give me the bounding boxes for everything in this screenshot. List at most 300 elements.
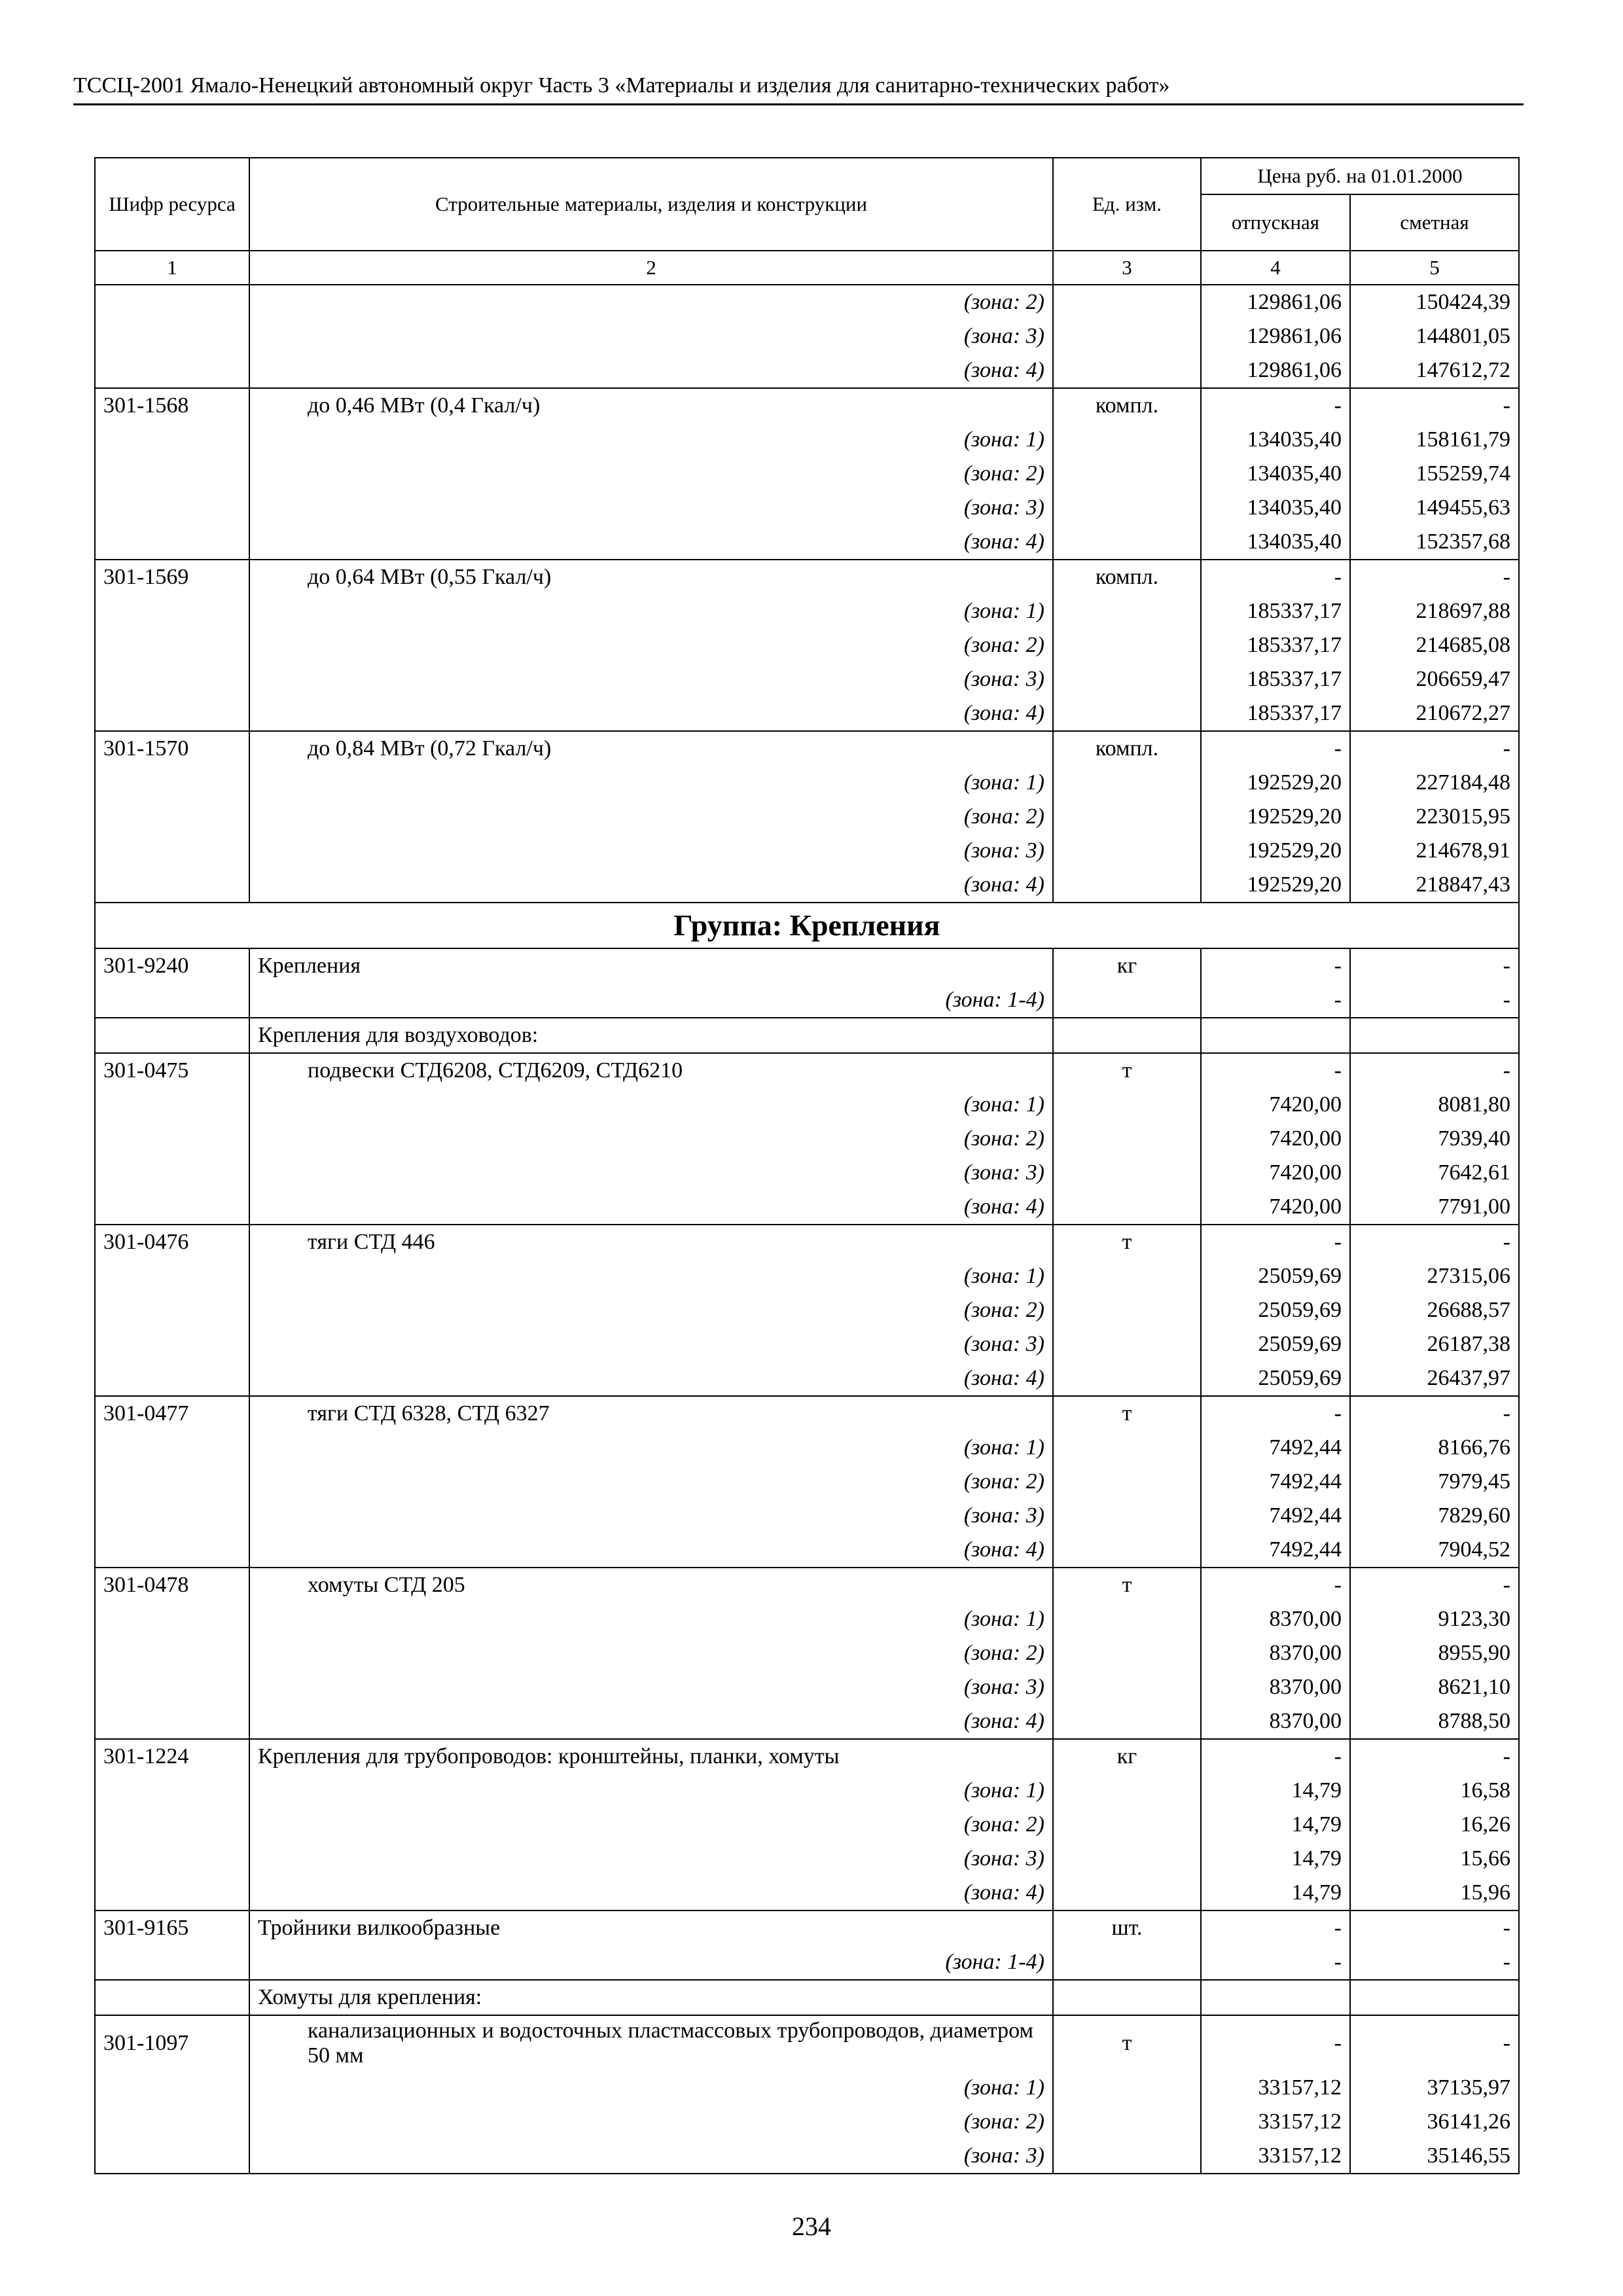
- cell-name: тяги СТД 446: [249, 1225, 1053, 1259]
- zone-label: (зона: 1): [249, 1088, 1053, 1122]
- cell-unit: [1053, 353, 1201, 388]
- table-row: [95, 1568, 1519, 1602]
- zone-row: [95, 491, 1519, 525]
- cell-code: 301-0477: [95, 1396, 249, 1431]
- table-row: [95, 388, 1519, 423]
- cell-estimate-price: 7904,52: [1350, 1533, 1519, 1568]
- cell-code: 301-0476: [95, 1225, 249, 1259]
- cell-release-price: -: [1201, 560, 1350, 594]
- zone-label: (зона: 3): [249, 1499, 1053, 1533]
- table-body: [95, 285, 1519, 2174]
- zone-row: [95, 285, 1519, 319]
- col-header-release: отпускная: [1201, 194, 1350, 251]
- cell-estimate-price: 26187,38: [1350, 1327, 1519, 1361]
- cell-estimate-price: 214678,91: [1350, 834, 1519, 868]
- cell-unit: [1053, 285, 1201, 319]
- cell-release-price: -: [1201, 2015, 1350, 2071]
- zone-row: [95, 457, 1519, 491]
- cell-code: 301-1224: [95, 1739, 249, 1774]
- zone-label: (зона: 1): [249, 423, 1053, 457]
- cell-unit: компл.: [1053, 560, 1201, 594]
- cell-unit: [1053, 1190, 1201, 1225]
- cell-estimate-price: 144801,05: [1350, 319, 1519, 353]
- zone-label: (зона: 3): [249, 1327, 1053, 1361]
- zone-row: [95, 1945, 1519, 1980]
- zone-row: [95, 1259, 1519, 1293]
- zone-label: (зона: 2): [249, 1808, 1053, 1842]
- cell-unit: [1053, 1293, 1201, 1327]
- cell-estimate-price: 16,58: [1350, 1774, 1519, 1808]
- cell-release-price: -: [1201, 948, 1350, 983]
- cell-code: [95, 423, 249, 457]
- zone-row: [95, 800, 1519, 834]
- zone-label: (зона: 2): [249, 285, 1053, 319]
- cell-name: до 0,46 МВт (0,4 Гкал/ч): [249, 388, 1053, 423]
- page-number: 234: [792, 2212, 831, 2241]
- cell-unit: [1053, 1156, 1201, 1190]
- cell-release-price: 7420,00: [1201, 1156, 1350, 1190]
- cell-release-price: 25059,69: [1201, 1327, 1350, 1361]
- zone-row: [95, 2139, 1519, 2174]
- cell-code: [95, 1980, 249, 2015]
- cell-code: [95, 1670, 249, 1704]
- zone-row: [95, 525, 1519, 560]
- cell-unit: [1053, 1327, 1201, 1361]
- zone-row: [95, 1122, 1519, 1156]
- cell-release-price: 129861,06: [1201, 353, 1350, 388]
- zone-label: (зона: 2): [249, 1293, 1053, 1327]
- cell-code: [95, 1602, 249, 1636]
- cell-code: [95, 594, 249, 628]
- zone-row: [95, 2105, 1519, 2139]
- cell-unit: [1053, 1533, 1201, 1568]
- zone-row: [95, 628, 1519, 662]
- cell-release-price: 8370,00: [1201, 1602, 1350, 1636]
- cell-estimate-price: -: [1350, 983, 1519, 1018]
- col-number: 4: [1201, 251, 1350, 285]
- cell-code: [95, 2139, 249, 2174]
- cell-release-price: -: [1201, 1053, 1350, 1088]
- cell-unit: [1053, 662, 1201, 696]
- cell-estimate-price: 206659,47: [1350, 662, 1519, 696]
- cell-code: 301-1097: [95, 2015, 249, 2071]
- cell-code: [95, 1876, 249, 1910]
- cell-release-price: [1201, 1980, 1350, 2015]
- cell-unit: кг: [1053, 1739, 1201, 1774]
- zone-label: (зона: 3): [249, 662, 1053, 696]
- zone-label: (зона: 4): [249, 1190, 1053, 1225]
- cell-estimate-price: 158161,79: [1350, 423, 1519, 457]
- cell-release-price: 8370,00: [1201, 1636, 1350, 1670]
- zone-row: [95, 1431, 1519, 1465]
- cell-code: [95, 2071, 249, 2105]
- cell-unit: [1053, 696, 1201, 731]
- zone-label: (зона: 3): [249, 1842, 1053, 1876]
- cell-release-price: 25059,69: [1201, 1293, 1350, 1327]
- col-number: 2: [249, 251, 1053, 285]
- cell-unit: [1053, 457, 1201, 491]
- cell-estimate-price: 26688,57: [1350, 1293, 1519, 1327]
- cell-release-price: 134035,40: [1201, 525, 1350, 560]
- cell-unit: [1053, 1431, 1201, 1465]
- cell-estimate-price: -: [1350, 1225, 1519, 1259]
- cell-code: [95, 1704, 249, 1739]
- cell-release-price: 192529,20: [1201, 800, 1350, 834]
- zone-label: (зона: 2): [249, 2105, 1053, 2139]
- zone-label: (зона: 1-4): [249, 983, 1053, 1018]
- zone-label: (зона: 1): [249, 2071, 1053, 2105]
- cell-code: [95, 1842, 249, 1876]
- cell-code: [95, 1156, 249, 1190]
- zone-row: [95, 594, 1519, 628]
- cell-estimate-price: [1350, 1018, 1519, 1053]
- cell-unit: [1053, 1945, 1201, 1980]
- cell-code: [95, 800, 249, 834]
- cell-release-price: 7492,44: [1201, 1431, 1350, 1465]
- cell-unit: [1053, 594, 1201, 628]
- zone-row: [95, 1088, 1519, 1122]
- cell-estimate-price: 218697,88: [1350, 594, 1519, 628]
- cell-estimate-price: 7791,00: [1350, 1190, 1519, 1225]
- section-title: Крепления для воздуховодов:: [249, 1018, 1053, 1053]
- zone-row: [95, 1499, 1519, 1533]
- zone-row: [95, 696, 1519, 731]
- cell-release-price: 25059,69: [1201, 1259, 1350, 1293]
- cell-code: [95, 983, 249, 1018]
- cell-release-price: -: [1201, 1225, 1350, 1259]
- zone-label: (зона: 2): [249, 1636, 1053, 1670]
- cell-unit: [1053, 1636, 1201, 1670]
- table-row: [95, 1739, 1519, 1774]
- section-row: [95, 1980, 1519, 2015]
- cell-unit: компл.: [1053, 731, 1201, 766]
- zone-label: (зона: 3): [249, 1670, 1053, 1704]
- cell-code: [95, 353, 249, 388]
- cell-estimate-price: 223015,95: [1350, 800, 1519, 834]
- zone-label: (зона: 2): [249, 1465, 1053, 1499]
- zone-label: (зона: 4): [249, 1533, 1053, 1568]
- cell-code: [95, 1259, 249, 1293]
- cell-estimate-price: 8788,50: [1350, 1704, 1519, 1739]
- table-row: [95, 1053, 1519, 1088]
- cell-release-price: -: [1201, 1739, 1350, 1774]
- cell-unit: [1053, 319, 1201, 353]
- col-header-name: Строительные материалы, изделия и конструкции: [249, 158, 1053, 251]
- cell-unit: т: [1053, 2015, 1201, 2071]
- cell-code: [95, 457, 249, 491]
- cell-estimate-price: 214685,08: [1350, 628, 1519, 662]
- cell-release-price: 8370,00: [1201, 1670, 1350, 1704]
- section-row: [95, 1018, 1519, 1053]
- cell-estimate-price: [1350, 1980, 1519, 2015]
- cell-unit: [1053, 1774, 1201, 1808]
- cell-unit: т: [1053, 1225, 1201, 1259]
- cell-estimate-price: 227184,48: [1350, 766, 1519, 800]
- cell-estimate-price: 35146,55: [1350, 2139, 1519, 2174]
- cell-release-price: 185337,17: [1201, 696, 1350, 731]
- cell-release-price: 33157,12: [1201, 2071, 1350, 2105]
- zone-label: (зона: 4): [249, 525, 1053, 560]
- cell-name: подвески СТД6208, СТД6209, СТД6210: [249, 1053, 1053, 1088]
- cell-estimate-price: 218847,43: [1350, 868, 1519, 903]
- cell-code: [95, 1636, 249, 1670]
- cell-release-price: 134035,40: [1201, 423, 1350, 457]
- cell-release-price: -: [1201, 983, 1350, 1018]
- table-row: [95, 1396, 1519, 1431]
- zone-label: (зона: 3): [249, 491, 1053, 525]
- cell-code: [95, 1533, 249, 1568]
- col-header-price: Цена руб. на 01.01.2000: [1201, 158, 1519, 194]
- group-title: Группа: Крепления: [95, 903, 1519, 948]
- cell-estimate-price: 150424,39: [1350, 285, 1519, 319]
- cell-unit: [1053, 1842, 1201, 1876]
- cell-estimate-price: 152357,68: [1350, 525, 1519, 560]
- cell-unit: [1053, 1088, 1201, 1122]
- zone-row: [95, 1808, 1519, 1842]
- zone-row: [95, 1327, 1519, 1361]
- cell-code: 301-9240: [95, 948, 249, 983]
- cell-code: [95, 1945, 249, 1980]
- cell-code: [95, 285, 249, 319]
- cell-unit: т: [1053, 1053, 1201, 1088]
- cell-code: [95, 2105, 249, 2139]
- zone-label: (зона: 1): [249, 594, 1053, 628]
- cell-code: 301-0475: [95, 1053, 249, 1088]
- cell-code: [95, 834, 249, 868]
- cell-estimate-price: 149455,63: [1350, 491, 1519, 525]
- cell-code: 301-1569: [95, 560, 249, 594]
- table-row: [95, 731, 1519, 766]
- cell-estimate-price: 16,26: [1350, 1808, 1519, 1842]
- zone-label: (зона: 4): [249, 1704, 1053, 1739]
- cell-unit: т: [1053, 1396, 1201, 1431]
- group-row: [95, 903, 1519, 948]
- cell-estimate-price: 147612,72: [1350, 353, 1519, 388]
- zone-row: [95, 1533, 1519, 1568]
- cell-unit: [1053, 1259, 1201, 1293]
- cell-release-price: 7420,00: [1201, 1122, 1350, 1156]
- zone-row: [95, 2071, 1519, 2105]
- zone-row: [95, 1842, 1519, 1876]
- zone-row: [95, 1465, 1519, 1499]
- cell-release-price: 33157,12: [1201, 2105, 1350, 2139]
- zone-row: [95, 868, 1519, 903]
- section-title: Хомуты для крепления:: [249, 1980, 1053, 2015]
- cell-code: [95, 1018, 249, 1053]
- cell-release-price: [1201, 1018, 1350, 1053]
- cell-code: [95, 696, 249, 731]
- cell-release-price: 192529,20: [1201, 868, 1350, 903]
- cell-estimate-price: -: [1350, 1568, 1519, 1602]
- cell-unit: кг: [1053, 948, 1201, 983]
- cell-estimate-price: 8955,90: [1350, 1636, 1519, 1670]
- cell-estimate-price: 7939,40: [1350, 1122, 1519, 1156]
- cell-code: [95, 1499, 249, 1533]
- col-number: 1: [95, 251, 249, 285]
- cell-code: [95, 766, 249, 800]
- cell-estimate-price: 9123,30: [1350, 1602, 1519, 1636]
- price-table: [94, 157, 1520, 2174]
- cell-unit: [1053, 1876, 1201, 1910]
- cell-code: [95, 491, 249, 525]
- cell-estimate-price: 15,66: [1350, 1842, 1519, 1876]
- cell-code: [95, 1122, 249, 1156]
- cell-release-price: -: [1201, 1396, 1350, 1431]
- table-row: [95, 948, 1519, 983]
- cell-unit: [1053, 1018, 1201, 1053]
- cell-unit: [1053, 2105, 1201, 2139]
- cell-unit: [1053, 1122, 1201, 1156]
- cell-estimate-price: -: [1350, 1910, 1519, 1945]
- cell-release-price: 33157,12: [1201, 2139, 1350, 2174]
- cell-unit: [1053, 2139, 1201, 2174]
- zone-label: (зона: 2): [249, 800, 1053, 834]
- zone-label: (зона: 3): [249, 319, 1053, 353]
- cell-code: 301-0478: [95, 1568, 249, 1602]
- zone-label: (зона: 3): [249, 2139, 1053, 2174]
- cell-code: [95, 1431, 249, 1465]
- cell-release-price: 185337,17: [1201, 662, 1350, 696]
- zone-label: (зона: 4): [249, 1876, 1053, 1910]
- cell-unit: [1053, 423, 1201, 457]
- cell-estimate-price: 27315,06: [1350, 1259, 1519, 1293]
- cell-unit: [1053, 800, 1201, 834]
- cell-release-price: 7420,00: [1201, 1190, 1350, 1225]
- cell-estimate-price: 7979,45: [1350, 1465, 1519, 1499]
- zone-row: [95, 319, 1519, 353]
- cell-estimate-price: 210672,27: [1350, 696, 1519, 731]
- cell-unit: [1053, 1704, 1201, 1739]
- cell-name: хомуты СТД 205: [249, 1568, 1053, 1602]
- zone-row: [95, 1293, 1519, 1327]
- cell-name: до 0,84 МВт (0,72 Гкал/ч): [249, 731, 1053, 766]
- cell-estimate-price: -: [1350, 948, 1519, 983]
- cell-release-price: 14,79: [1201, 1774, 1350, 1808]
- cell-release-price: 7492,44: [1201, 1499, 1350, 1533]
- cell-code: [95, 525, 249, 560]
- cell-release-price: -: [1201, 731, 1350, 766]
- cell-release-price: 14,79: [1201, 1808, 1350, 1842]
- zone-label: (зона: 2): [249, 457, 1053, 491]
- cell-release-price: 7492,44: [1201, 1533, 1350, 1568]
- cell-release-price: 7420,00: [1201, 1088, 1350, 1122]
- cell-release-price: -: [1201, 1568, 1350, 1602]
- col-number: 5: [1350, 251, 1519, 285]
- cell-release-price: 129861,06: [1201, 319, 1350, 353]
- zone-row: [95, 1704, 1519, 1739]
- cell-code: [95, 1774, 249, 1808]
- cell-code: 301-9165: [95, 1910, 249, 1945]
- zone-row: [95, 983, 1519, 1018]
- zone-label: (зона: 1): [249, 1774, 1053, 1808]
- zone-label: (зона: 1): [249, 1431, 1053, 1465]
- cell-estimate-price: 8081,80: [1350, 1088, 1519, 1122]
- page-header: ТССЦ-2001 Ямало-Ненецкий автономный округ Часть 3 «Материалы и изделия для санитарно-технических работ»: [73, 71, 1524, 105]
- cell-code: [95, 1361, 249, 1396]
- cell-release-price: -: [1201, 1910, 1350, 1945]
- zone-label: (зона: 2): [249, 1122, 1053, 1156]
- zone-row: [95, 766, 1519, 800]
- cell-release-price: 185337,17: [1201, 628, 1350, 662]
- cell-release-price: 134035,40: [1201, 457, 1350, 491]
- cell-code: [95, 1088, 249, 1122]
- table-row: [95, 2015, 1519, 2071]
- cell-release-price: 14,79: [1201, 1876, 1350, 1910]
- cell-code: [95, 628, 249, 662]
- cell-code: [95, 1190, 249, 1225]
- cell-code: [95, 1465, 249, 1499]
- cell-unit: [1053, 1465, 1201, 1499]
- cell-estimate-price: -: [1350, 560, 1519, 594]
- zone-row: [95, 1190, 1519, 1225]
- cell-estimate-price: -: [1350, 1396, 1519, 1431]
- cell-unit: [1053, 1499, 1201, 1533]
- cell-unit: [1053, 1670, 1201, 1704]
- zone-label: (зона: 1): [249, 1259, 1053, 1293]
- cell-name: тяги СТД 6328, СТД 6327: [249, 1396, 1053, 1431]
- table-row: [95, 560, 1519, 594]
- cell-release-price: 192529,20: [1201, 834, 1350, 868]
- zone-label: (зона: 1): [249, 1602, 1053, 1636]
- cell-release-price: 8370,00: [1201, 1704, 1350, 1739]
- zone-row: [95, 423, 1519, 457]
- cell-unit: [1053, 2071, 1201, 2105]
- cell-code: [95, 868, 249, 903]
- zone-label: (зона: 3): [249, 834, 1053, 868]
- zone-row: [95, 662, 1519, 696]
- cell-estimate-price: -: [1350, 1739, 1519, 1774]
- cell-unit: [1053, 766, 1201, 800]
- cell-estimate-price: 15,96: [1350, 1876, 1519, 1910]
- zone-label: (зона: 3): [249, 1156, 1053, 1190]
- cell-name: Тройники вилкообразные: [249, 1910, 1053, 1945]
- zone-label: (зона: 1-4): [249, 1945, 1053, 1980]
- cell-estimate-price: 7642,61: [1350, 1156, 1519, 1190]
- cell-unit: [1053, 491, 1201, 525]
- zone-label: (зона: 4): [249, 1361, 1053, 1396]
- cell-release-price: -: [1201, 1945, 1350, 1980]
- cell-unit: [1053, 1980, 1201, 2015]
- cell-estimate-price: -: [1350, 388, 1519, 423]
- cell-release-price: 14,79: [1201, 1842, 1350, 1876]
- cell-release-price: 7492,44: [1201, 1465, 1350, 1499]
- cell-estimate-price: -: [1350, 2015, 1519, 2071]
- cell-release-price: 129861,06: [1201, 285, 1350, 319]
- col-number: 3: [1053, 251, 1201, 285]
- zone-label: (зона: 4): [249, 868, 1053, 903]
- zone-label: (зона: 1): [249, 766, 1053, 800]
- cell-estimate-price: 36141,26: [1350, 2105, 1519, 2139]
- cell-code: [95, 662, 249, 696]
- table-row: [95, 1225, 1519, 1259]
- cell-estimate-price: 26437,97: [1350, 1361, 1519, 1396]
- cell-unit: т: [1053, 1568, 1201, 1602]
- cell-unit: [1053, 628, 1201, 662]
- zone-row: [95, 834, 1519, 868]
- cell-unit: [1053, 1808, 1201, 1842]
- cell-estimate-price: 8166,76: [1350, 1431, 1519, 1465]
- zone-row: [95, 1670, 1519, 1704]
- cell-name: до 0,64 МВт (0,55 Гкал/ч): [249, 560, 1053, 594]
- col-header-unit: Ед. изм.: [1053, 158, 1201, 251]
- cell-estimate-price: -: [1350, 731, 1519, 766]
- cell-estimate-price: 37135,97: [1350, 2071, 1519, 2105]
- cell-unit: [1053, 525, 1201, 560]
- cell-estimate-price: -: [1350, 1945, 1519, 1980]
- table-row: [95, 1910, 1519, 1945]
- cell-name: Крепления: [249, 948, 1053, 983]
- cell-code: [95, 1808, 249, 1842]
